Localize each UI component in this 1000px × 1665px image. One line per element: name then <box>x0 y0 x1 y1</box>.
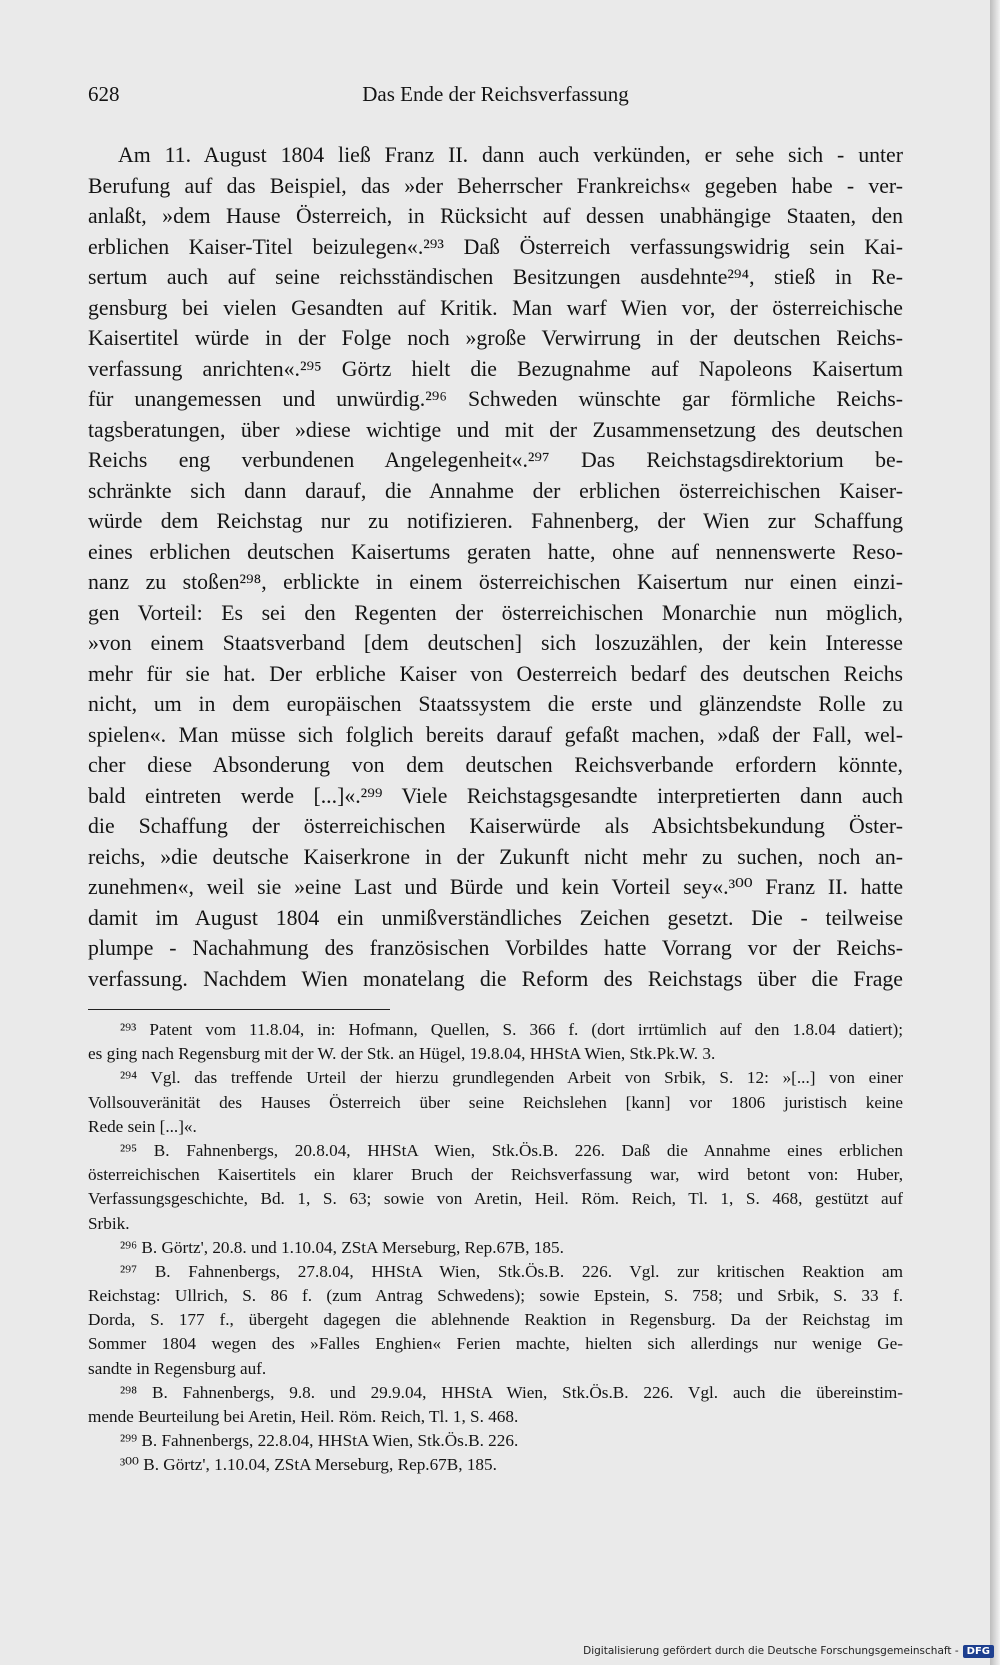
body-line: anlaßt, »dem Hause Österreich, in Rücksicht auf dessen unabhängige Staaten, den <box>88 204 903 228</box>
footnote-line: ³⁰⁰ B. Görtz', 1.10.04, ZStA Merseburg, Rep.67B, 185. <box>120 1455 497 1475</box>
footnote-line: mende Beurteilung bei Aretin, Heil. Röm. Reich, Tl. 1, S. 468. <box>88 1407 519 1426</box>
footnote-line: ²⁹⁴ Vgl. das treffende Urteil der hierzu grundlegenden Arbeit von Srbik, S. 12: »[...] von einer <box>120 1068 903 1088</box>
body-line: gen Vorteil: Es sei den Regenten der österreichischen Monarchie nun möglich, <box>88 600 903 625</box>
dfg-logo: DFG <box>963 1645 994 1658</box>
body-line: erblichen Kaiser-Titel beizulegen«.²⁹³ Daß Österreich verfassungswidrig sein Kai- <box>88 234 903 259</box>
body-line: reichs, »die deutsche Kaiserkrone in der Zukunft nicht mehr zu suchen, noch an- <box>88 844 903 869</box>
footnote-298 <box>88 1381 903 1429</box>
body-line: plumpe - Nachahmung des französischen Vorbildes hatte Vorrang vor der Reichs- <box>88 936 903 960</box>
footnote-line: ²⁹⁶ B. Görtz', 20.8. und 1.10.04, ZStA Merseburg, Rep.67B, 185. <box>120 1237 564 1257</box>
footnote-line: österreichischen Kaisertitels ein klarer Bruch der Reichsverfassung war, wird betont von: Huber, <box>88 1165 903 1185</box>
footnote-line: ²⁹⁷ B. Fahnenbergs, 27.8.04, HHStA Wien, Stk.Ös.B. 226. Vgl. zur kritischen Reaktion am <box>120 1261 903 1281</box>
footnote-line: Rede sein [...]«. <box>88 1116 197 1136</box>
body-line: Reichs eng verbundenen Angelegenheit«.²⁹⁷ Das Reichstagsdirektorium be- <box>88 448 903 472</box>
footnote-line: Sommer 1804 wegen des »Falles Enghien« Ferien machte, hielten sich allerdings nur wenige Ge- <box>88 1334 903 1354</box>
footnote-line: sandte in Regensburg auf. <box>88 1358 267 1378</box>
footnote-line: Reichstag: Ullrich, S. 86 f. (zum Antrag Schwedens); sowie Epstein, S. 758; und Srbik, S. 33 f. <box>88 1286 903 1306</box>
page-edge <box>990 0 1000 1665</box>
digitization-credit <box>583 1641 994 1661</box>
body-line: sertum auch auf seine reichsständischen Besitzungen ausdehnte²⁹⁴, stieß in Re- <box>88 265 903 289</box>
body-line: die Schaffung der österreichischen Kaiserwürde als Absichtsbekundung Öster- <box>88 814 903 838</box>
footnote-300 <box>88 1453 903 1477</box>
body-line: tagsberatungen, über »diese wichtige und mit der Zusammensetzung des deutschen <box>88 417 903 442</box>
footnote-296 <box>88 1236 903 1260</box>
footnote-separator <box>88 1009 390 1010</box>
body-line: gensburg bei vielen Gesandten auf Kritik. Man warf Wien vor, der österreichische <box>88 295 903 320</box>
footnote-294 <box>88 1066 903 1139</box>
body-line: cher diese Absonderung von dem deutschen Reichsverbande erfordern könnte, <box>88 753 903 777</box>
body-line: verfassung. Nachdem Wien monatelang die Reform des Reichstags über die Frage <box>88 966 903 991</box>
running-head: Das Ende der Reichsverfassung <box>362 82 629 106</box>
footnote-299 <box>88 1429 903 1453</box>
page-number: 628 <box>88 82 120 106</box>
body-line: eines erblichen deutschen Kaisertums geraten hatte, ohne auf nennenswerte Reso- <box>88 539 903 564</box>
body-line: nanz zu stoßen²⁹⁸, erblickte in einem österreichischen Kaisertum nur einen einzi- <box>88 570 903 594</box>
body-line: Am 11. August 1804 ließ Franz II. dann auch verkünden, er sehe sich - unter <box>118 143 903 167</box>
footnote-297 <box>88 1260 903 1381</box>
footnote-line: Vollsouveränität des Hauses Österreich über seine Reichslehen [kann] vor 1806 juristisch keine <box>88 1092 903 1112</box>
body-line: spielen«. Man müsse sich folglich bereits darauf gefaßt machen, »daß der Fall, wel- <box>88 722 903 747</box>
footnote-line: ²⁹⁹ B. Fahnenbergs, 22.8.04, HHStA Wien, Stk.Ös.B. 226. <box>120 1431 519 1451</box>
footnote-line: es ging nach Regensburg mit der W. der Stk. an Hügel, 19.8.04, HHStA Wien, Stk.Pk.W. 3. <box>88 1044 716 1064</box>
body-line: mehr für sie hat. Der erbliche Kaiser von Oesterreich bedarf des deutschen Reichs <box>88 661 903 686</box>
body-line: Kaisertitel würde in der Folge noch »große Verwirrung in der deutschen Reichs- <box>88 326 903 350</box>
footnote-line: Dorda, S. 177 f., übergeht dagegen die ablehnende Reaktion in Regensburg. Da der Reichstag im <box>88 1310 903 1330</box>
body-line: verfassung anrichten«.²⁹⁵ Görtz hielt die Bezugnahme auf Napoleons Kaisertum <box>88 356 903 381</box>
body-line: nicht, um in dem europäischen Staatssystem die erste und glänzendste Rolle zu <box>88 692 903 716</box>
body-line: Berufung auf das Beispiel, das »der Beherrscher Frankreichs« gegeben habe - ver- <box>88 173 903 198</box>
footnote-line: Verfassungsgeschichte, Bd. 1, S. 63; sowie von Aretin, Heil. Röm. Reich, Tl. 1, S. 468, gestützt auf <box>88 1189 903 1209</box>
body-text <box>88 140 903 994</box>
body-line: würde dem Reichstag nur zu notifizieren. Fahnenberg, der Wien zur Schaffung <box>88 509 903 533</box>
footnote-line: ²⁹⁸ B. Fahnenbergs, 9.8. und 29.9.04, HHStA Wien, Stk.Ös.B. 226. Vgl. auch die übereinstim- <box>120 1382 903 1402</box>
footnote-line: Srbik. <box>88 1213 130 1233</box>
footnote-295 <box>88 1139 903 1236</box>
body-line: für unangemessen und unwürdig.²⁹⁶ Schweden wünschte gar förmliche Reichs- <box>88 387 903 411</box>
body-line: bald eintreten werde [...]«.²⁹⁹ Viele Reichstagsgesandte interpretierten dann auch <box>88 783 903 808</box>
footnotes <box>88 1018 903 1478</box>
body-line: zunehmen«, weil sie »eine Last und Bürde und kein Vorteil sey«.³⁰⁰ Franz II. hatte <box>88 875 903 899</box>
body-line: »von einem Staatsverband [dem deutschen] sich loszuzählen, der kein Interesse <box>88 631 903 655</box>
footnote-line: ²⁹³ Patent vom 11.8.04, in: Hofmann, Quellen, S. 366 f. (dort irrtümlich auf den 1.8.04 datiert); <box>120 1020 903 1039</box>
page-header <box>88 82 903 112</box>
footnote-293 <box>88 1018 903 1066</box>
body-line: damit im August 1804 ein unmißverständliches Zeichen gesetzt. Die - teilweise <box>88 905 903 930</box>
body-line: schränkte sich dann darauf, die Annahme der erblichen österreichischen Kaiser- <box>88 478 903 503</box>
credit-text: Digitalisierung gefördert durch die Deutsche Forschungsgemeinschaft - <box>583 1645 959 1657</box>
footnote-line: ²⁹⁵ B. Fahnenbergs, 20.8.04, HHStA Wien, Stk.Ös.B. 226. Daß die Annahme eines erblichen <box>120 1140 903 1160</box>
